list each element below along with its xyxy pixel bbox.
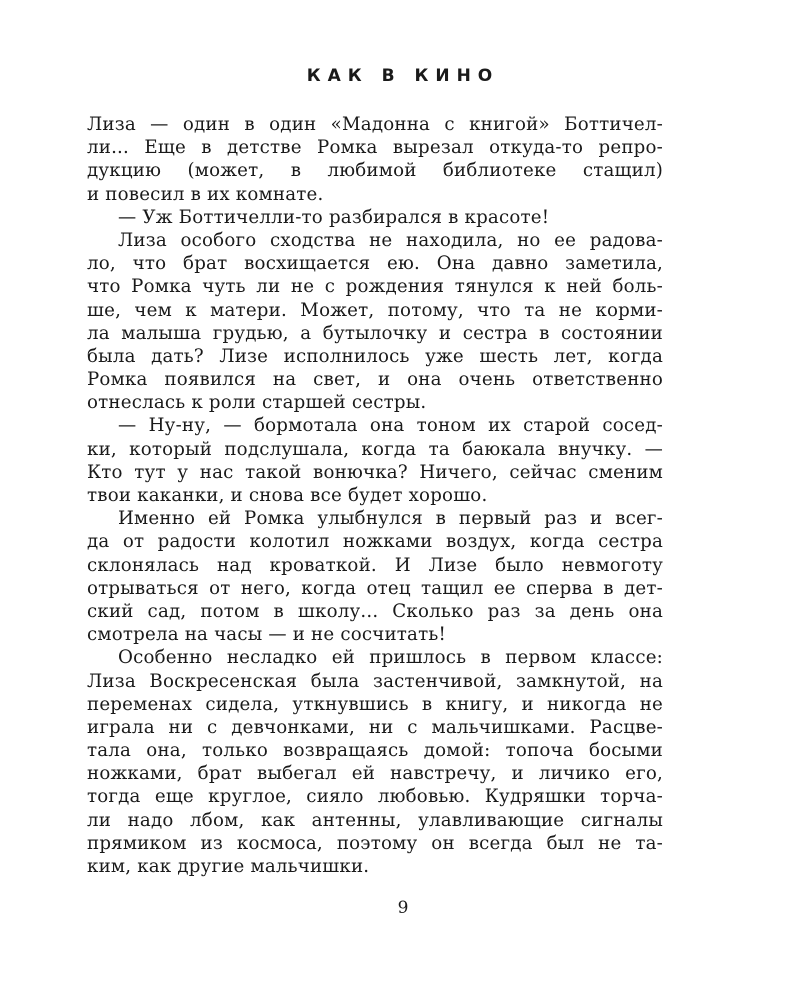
text-line: Лиза особого сходства не находила, но ее радова- <box>118 229 663 251</box>
text-line: склонялась над кроваткой. И Лизе было невмоготу <box>87 554 663 576</box>
text-line: отрываться от него, когда отец тащил ее сперва в дет- <box>87 577 663 599</box>
text-line: Ромка появился на свет, и она очень ответственно <box>87 369 663 391</box>
text-line: и повесил в их комнате. <box>87 183 324 205</box>
text-line: ли надо лбом, как антенны, улавливающие сигналы <box>87 809 663 831</box>
text-line: ше, чем к матери. Может, потому, что та не корми- <box>87 299 663 321</box>
text-line: дукцию (может, в любимой библиотеке стащил) <box>87 160 663 182</box>
text-line: была дать? Лизе исполнилось уже шесть лет, когда <box>87 345 663 367</box>
text-line: ли... Еще в детстве Ромка вырезал откуда-то репро- <box>87 137 663 159</box>
text-line: ножками, брат выбегал ей навстречу, и личико его, <box>87 763 663 785</box>
text-line: тогда еще круглое, сияло любовью. Кудряшки торча- <box>87 786 663 808</box>
text-line: Кто тут у нас такой вонючка? Ничего, сейчас сменим <box>87 461 663 483</box>
text-line: ки, который подслушала, когда та баюкала внучку. — <box>87 438 663 460</box>
text-line: ло, что брат восхищается ею. Она давно заметила, <box>87 253 663 275</box>
body-text <box>87 113 663 878</box>
text-line: да от радости колотил ножками воздух, когда сестра <box>87 531 663 553</box>
text-line: тала она, только возвращаясь домой: топоча босыми <box>87 740 663 762</box>
text-line: твои каканки, и снова все будет хорошо. <box>87 485 488 506</box>
text-line: играла ни с девчонками, ни с мальчишками. Расцве- <box>87 716 663 738</box>
text-line: ким, как другие мальчишки. <box>87 856 370 877</box>
text-line: Лиза Воскресенская была застенчивой, замкнутой, на <box>87 670 663 692</box>
text-line: прямиком из космоса, поэтому он всегда был не та- <box>87 832 663 854</box>
text-line: ла малыша грудью, а бутылочку и сестра в состоянии <box>87 322 663 344</box>
text-line: Лиза — один в один «Мадонна с книгой» Боттичел- <box>87 114 663 135</box>
text-line: отнеслась к роли старшей сестры. <box>87 392 427 414</box>
page-number: 9 <box>397 898 409 918</box>
text-line: — Уж Боттичелли-то разбирался в красоте! <box>118 206 550 228</box>
text-line: что Ромка чуть ли не с рождения тянулся к ней боль- <box>87 276 663 298</box>
text-line: ский сад, потом в школу... Сколько раз за день она <box>87 600 663 622</box>
text-line: Особенно несладко ей пришлось в первом классе: <box>118 647 663 669</box>
text-line: — Ну-ну, — бормотала она тоном их старой сосед- <box>118 415 663 437</box>
text-line: Именно ей Ромка улыбнулся в первый раз и всег- <box>118 508 663 530</box>
text-line: переменах сидела, уткнувшись в книгу, и никогда не <box>87 693 663 715</box>
running-header: КАК В КИНО <box>306 66 500 86</box>
text-line: смотрела на часы — и не сосчитать! <box>87 624 446 646</box>
